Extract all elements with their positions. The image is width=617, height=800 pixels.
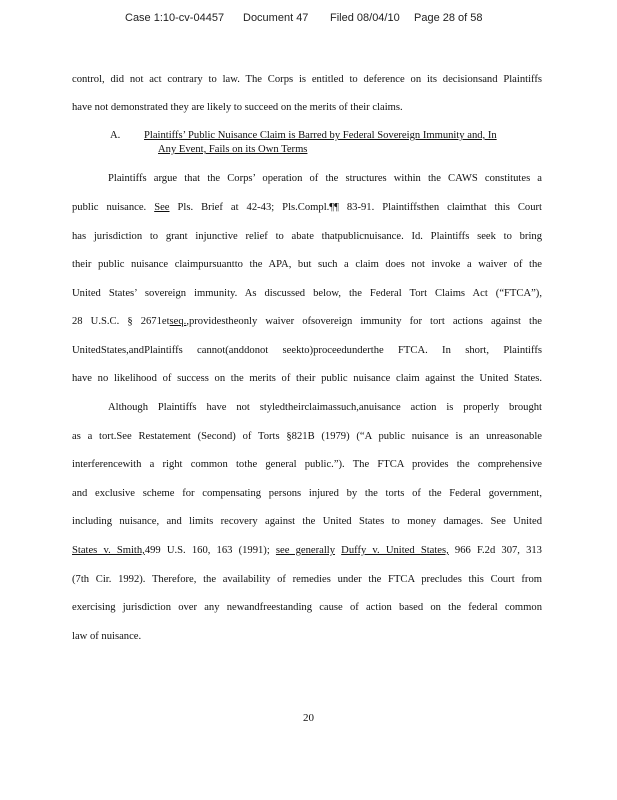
- text-line: law of nuisance.: [72, 631, 142, 642]
- text-line: control, did not act contrary to law. The Corps is entitled to deference on its decisionsand Plaintiffs: [72, 74, 542, 85]
- citation-signal: See: [154, 202, 170, 213]
- text-line: as a tort.See Restatement (Second) of Torts §821B (1979) (“A public nuisance is an unreasonable: [72, 431, 542, 442]
- text-line: United States’ sovereign immunity. As discussed below, the Federal Tort Claims Act (“FTCA”),: [72, 288, 542, 299]
- text-line: and exclusive scheme for compensating persons injured by the torts of the Federal government,: [72, 488, 542, 499]
- case-number: Case 1:10-cv-04457: [125, 12, 225, 24]
- text-span: 966 F.2d 307, 313: [448, 545, 542, 556]
- text-span: public nuisance.: [72, 202, 155, 213]
- document-number: Document 47: [243, 12, 309, 24]
- text-span: Pls. Brief at 42-43; Pls.Compl.¶¶ 83-91. Plaintiffsthen claimthat this Court: [169, 202, 542, 213]
- section-heading: [110, 129, 497, 143]
- text-line: including nuisance, and limits recovery against the United States to money damages. See United: [72, 516, 542, 527]
- text-line: [72, 201, 542, 215]
- section-letter: A.: [110, 130, 121, 141]
- filed-date: Filed 08/04/10: [330, 12, 400, 24]
- text-line: have no likelihood of success on the merits of their public nuisance claim against the United States.: [72, 373, 542, 384]
- text-line: exercising jurisdiction over any newandfreestanding cause of action based on the federal common: [72, 602, 542, 613]
- text-span: 28 U.S.C. § 2671et: [72, 316, 170, 327]
- text-line: [72, 315, 542, 329]
- page-count: Page 28 of 58: [414, 12, 483, 24]
- page-number: 20: [303, 712, 314, 724]
- text-span: 499 U.S. 160, 163 (1991);: [144, 545, 276, 556]
- text-line: UnitedStates,andPlaintiffs cannot(anddonot seekto)proceedunderthe FTCA. In short, Plaintiffs: [72, 345, 542, 356]
- case-citation: Duffy v. United States,: [341, 545, 449, 556]
- section-title-continued: Any Event, Fails on its Own Terms: [158, 144, 308, 155]
- case-citation: States v. Smith,: [72, 545, 145, 556]
- text-line: their public nuisance claimpursuantto the APA, but such a claim does not invoke a waiver of the: [72, 259, 542, 270]
- section-title: Plaintiffs’ Public Nuisance Claim is Barred by Federal Sovereign Immunity and, In: [144, 130, 497, 141]
- citation-signal: seq.: [169, 316, 187, 327]
- text-line: have not demonstrated they are likely to succeed on the merits of their claims.: [72, 102, 403, 113]
- text-line: [72, 544, 542, 558]
- text-span: ,providestheonly waiver ofsovereign immunity for tort actions against the: [186, 316, 542, 327]
- text-line: (7th Cir. 1992). Therefore, the availability of remedies under the FTCA precludes this Court from: [72, 574, 542, 585]
- text-line: has jurisdiction to grant injunctive relief to abate thatpublicnuisance. Id. Plaintiffs seek to bring: [72, 231, 542, 242]
- text-line: interferencewith a right common tothe general public.”). The FTCA provides the comprehensive: [72, 459, 542, 470]
- text-line: Plaintiffs argue that the Corps’ operation of the structures within the CAWS constitutes a: [108, 173, 542, 184]
- citation-signal: see generally: [275, 545, 336, 556]
- text-line: Although Plaintiffs have not styledtheirclaimassuch,anuisance action is properly brought: [108, 402, 542, 413]
